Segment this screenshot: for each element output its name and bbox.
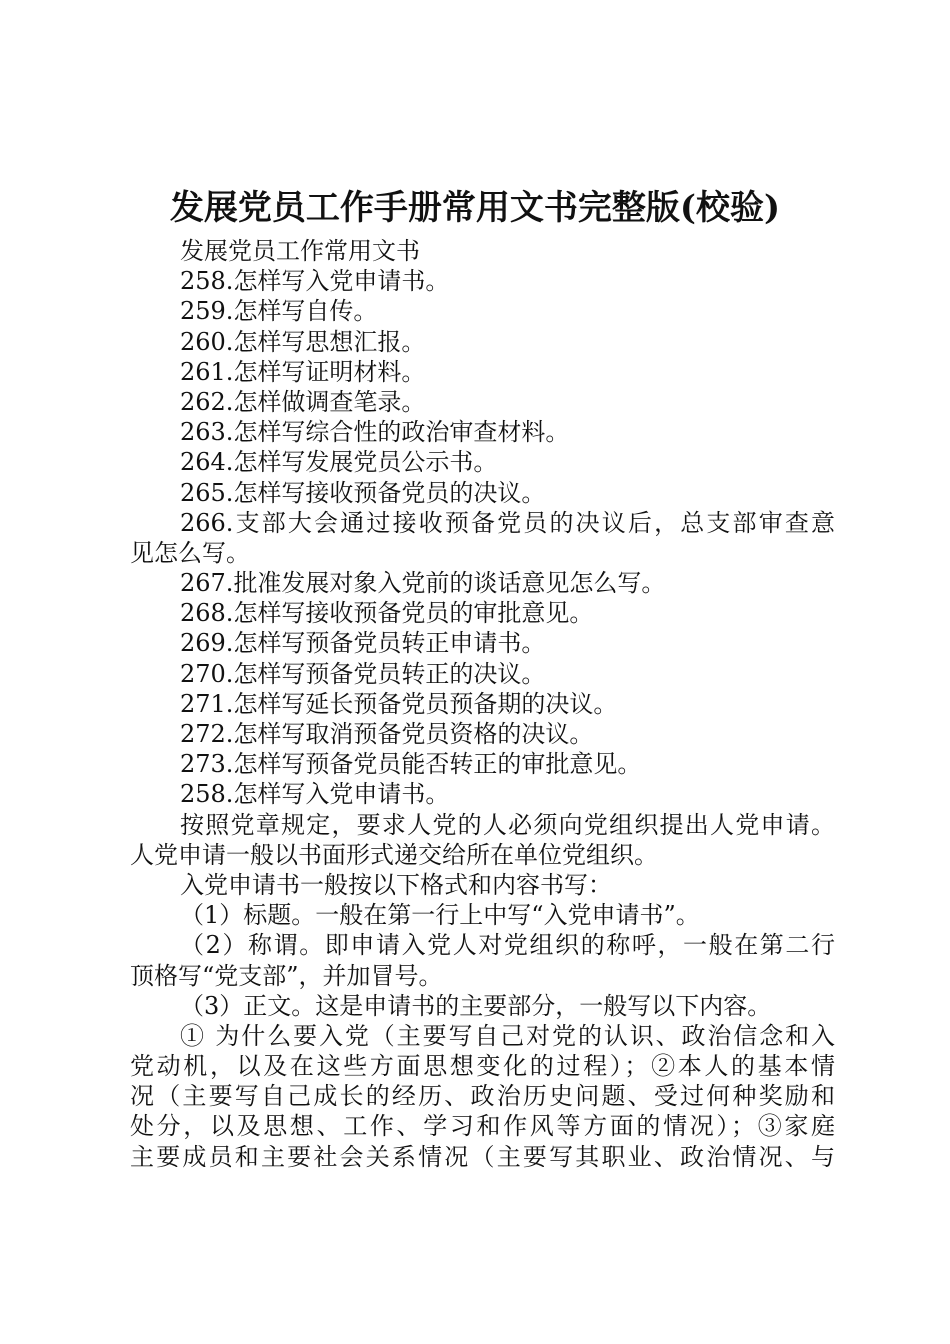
toc-item-266-cont: 见怎么写。 [130, 538, 250, 567]
section-heading: 发展党员工作常用文书 [180, 237, 420, 265]
paragraph-line: 顶格写“党支部”，并加冒号。 [130, 961, 443, 990]
paragraph-line: 按照党章规定，要求人党的人必须向党组织提出人党申请。 [180, 810, 835, 839]
toc-item-266: 266.支部大会通过接收预备党员的决议后，总支部审查意 [180, 508, 835, 537]
paragraph-line: （3）正文。这是申请书的主要部分，一般写以下内容。 [180, 991, 772, 1020]
paragraph-line: （2）称谓。即申请入党人对党组织的称呼，一般在第二行 [180, 931, 835, 960]
toc-item-271: 271.怎样写延长预备党员预备期的决议。 [180, 689, 618, 718]
toc-item-258: 258.怎样写入党申请书。 [180, 267, 450, 296]
toc-item-268: 268.怎样写接收预备党员的审批意见。 [180, 599, 594, 628]
paragraph-line: 入党申请书一般按以下格式和内容书写： [180, 870, 612, 899]
toc-item-272: 272.怎样写取消预备党员资格的决议。 [180, 720, 594, 748]
paragraph-line: （1）标题。一般在第一行上中写“入党申请书”。 [180, 901, 700, 930]
document-body [130, 236, 835, 1172]
toc-item-259: 259.怎样写自传。 [180, 297, 378, 326]
paragraph-line: 处分，以及思想、工作、学习和作风等方面的情况）；③家庭 [130, 1112, 835, 1141]
paragraph-line: 况（主要写自己成长的经历、政治历史问题、受过何种奖励和 [130, 1082, 835, 1111]
paragraph-line: 人党申请一般以书面形式递交给所在单位党组织。 [130, 840, 658, 869]
toc-item-261: 261.怎样写证明材料。 [180, 357, 426, 386]
toc-item-273: 273.怎样写预备党员能否转正的审批意见。 [180, 750, 642, 779]
paragraph-line: ① 为什么要入党（主要写自己对党的认识、政治信念和入 [180, 1021, 835, 1050]
paragraph-line: 主要成员和主要社会关系情况（主要写其职业、政治情况、与 [130, 1142, 835, 1171]
toc-item-267: 267.批准发展对象入党前的谈话意见怎么写。 [180, 569, 666, 598]
toc-item-260: 260.怎样写思想汇报。 [180, 327, 426, 356]
toc-item-263: 263.怎样写综合性的政治审查材料。 [180, 418, 570, 447]
toc-item-262: 262.怎样做调查笔录。 [180, 387, 426, 416]
paragraph-line: 党动机，以及在这些方面思想变化的过程）；②本人的基本情 [130, 1052, 835, 1081]
toc-item-269: 269.怎样写预备党员转正申请书。 [180, 629, 546, 658]
toc-item-264: 264.怎样写发展党员公示书。 [180, 448, 498, 477]
document-title: 发展党员工作手册常用文书完整版(校验) [169, 188, 781, 228]
toc-item-270: 270.怎样写预备党员转正的决议。 [180, 659, 546, 688]
toc-item-265: 265.怎样写接收预备党员的决议。 [180, 478, 546, 507]
section-258-heading: 258.怎样写入党申请书。 [180, 780, 450, 809]
